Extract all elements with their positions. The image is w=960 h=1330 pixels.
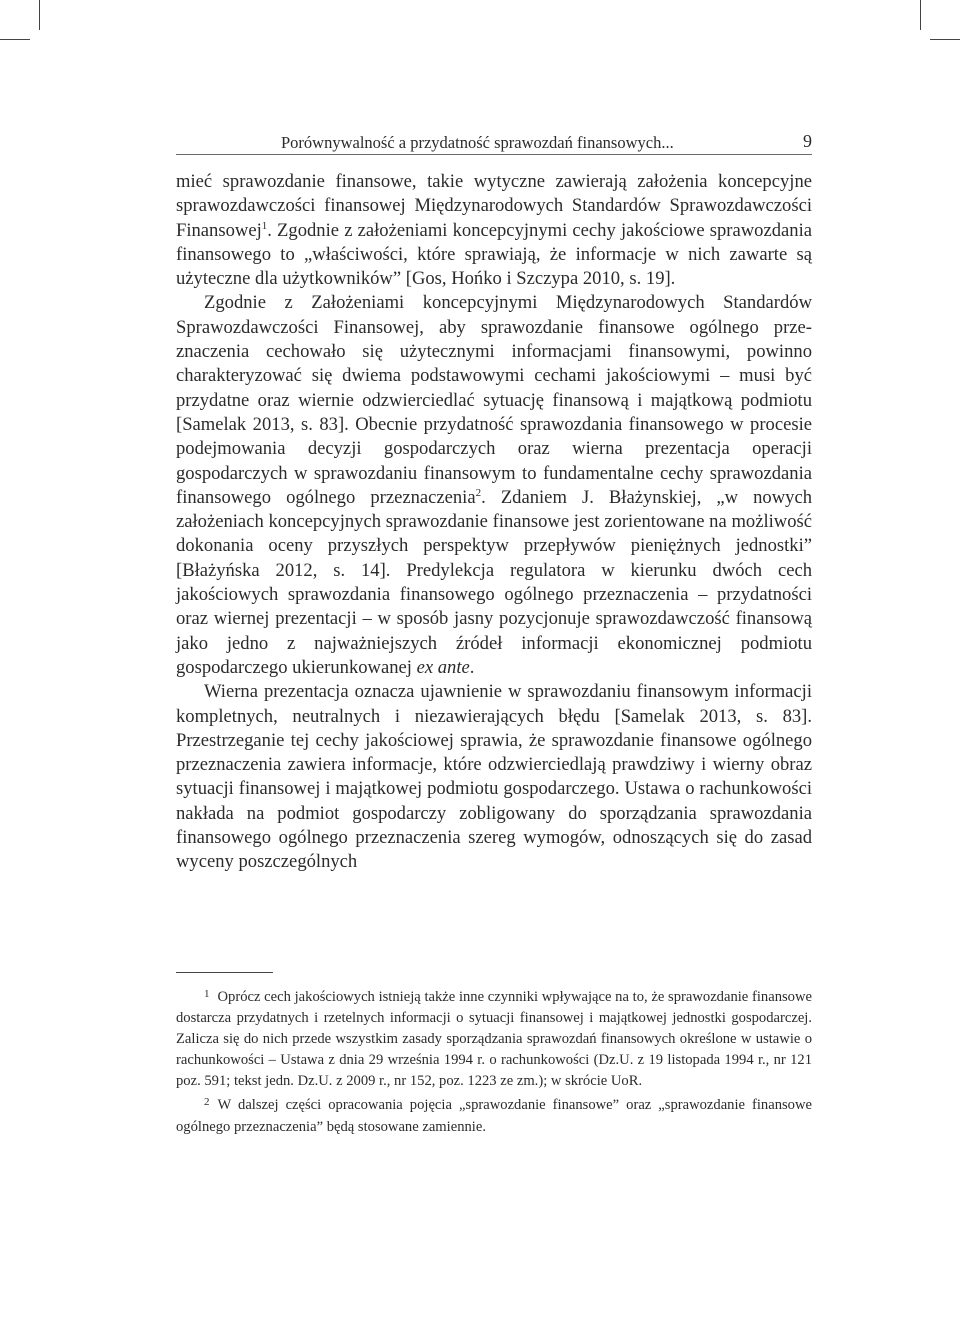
footnote <box>176 984 812 1092</box>
footnote-marker: 1 <box>204 988 210 1000</box>
crop-mark-top-right <box>920 0 921 30</box>
footnote-text: Oprócz cech jakościowych istnieją także inne czynniki wpływające na to, że sprawozdanie finansowe dostarcza przydatnych i rzetelnych informacji o sytuacji finansowej i majątkowej jednostki gospodarczej. Zalicza się do nich przede wszystkim zasady sporządzania sprawozdań finansowych określone w ustawie o rachunkowości – Ustawa z dnia 29 września 1994 r. o rachunkowości (Dz.U. z 19 listopada 1994 r., nr 121 poz. 591; tekst jedn. Dz.U. z 2009 r., nr 152, poz. 1223 ze zm.); w skrócie UoR. <box>176 989 812 1090</box>
footnote-marker: 2 <box>204 1096 210 1109</box>
running-title: Porównywalność a przydatność sprawozdań finansowych... <box>281 133 674 152</box>
paragraph <box>176 170 812 291</box>
running-header <box>176 130 812 156</box>
footnote-rule <box>176 972 273 973</box>
crop-mark-top-left <box>39 0 40 30</box>
header-rule <box>176 154 812 155</box>
footnote-reference: 1 <box>261 219 268 232</box>
footnote-text: W dalszej części opracowania pojęcia „sprawozdanie finansowe” oraz „sprawozdanie finansowe ogólnego przeznaczenia” będą stosowane zamiennie. <box>176 1097 812 1135</box>
crop-mark-left-top <box>0 39 30 40</box>
text-run: . <box>469 656 475 678</box>
text-run: mieć sprawozdanie finansowe, takie wytyczne zawierają założenia koncepcyjne sprawozdawczości finansowej Międzynarodowych Standardów Sprawozdawczości Finansowej <box>176 171 812 241</box>
text-run: Zgodnie z Założeniami koncepcyjnymi Międzynarodowych Standardów Sprawozdawczości Finansowej, aby sprawozdanie finansowe ogólnego przeznaczenia cechowało się użytecznymi informacjami finansowymi, powinno charakteryzować się dwiema podstawowymi cechami jakościowymi – musi być przydatne oraz wiernie odzwierciedlać sytuację finansową i majątkową podmiotu [Samelak 2013, s. 83]. Obecnie przydatność sprawozdania finansowego w procesie podejmowania decyzji gospodarczych oraz wierna prezentacja operacji gospodarczych w sprawozdaniu finansowym to fundamentalne cechy sprawozdania finansowego ogólnego przeznaczenia <box>176 292 812 508</box>
crop-mark-right-top <box>930 39 960 40</box>
text-run: . Zgodnie z założeniami koncepcyjnymi cechy jakościowe sprawozdania finansowego to „właściwości, które sprawiają, że informacje w nich zawarte są użyteczne dla użytkowników” [Gos, Hońko i Szczypa 2010, s. 19]. <box>176 219 812 290</box>
body-text <box>176 170 812 875</box>
text-run: . Zdaniem J. Błażynskiej, „w nowych założeniach koncepcyjnych sprawozdanie finansowe jest zorientowane na możliwość dokonania oceny przyszłych perspektyw przepływów pieniężnych jednostki” [Błażyńska 2012, s. 14]. Predylekcja regulatora w kierunku dwóch cech jakościowych sprawozdania finansowego ogólnego przeznaczenia – przydatności oraz wiernej prezentacji – w sposób jasny pozycjonuje sprawozdawczość finansową jako jedno z najważniejszych źródeł informacji ekonomicznej podmiotu gospodarczego ukierunkowanej <box>176 486 813 678</box>
page-number: 9 <box>803 131 812 151</box>
paragraph <box>176 680 812 874</box>
text-run: Wierna prezentacja oznacza ujawnienie w sprawozdaniu finansowym informacji kompletnych, neutralnych i niezawierających błędu [Samelak 2013, s. 83]. Przestrzeganie tej cechy jakościowej sprawia, że sprawozdanie finansowe ogólnego przeznaczenia zawiera informacje, które odzwierciedlają prawdziwy i wierny obraz sytuacji finansowej i majątkowej podmiotu gospodarczego. Ustawa o rachunkowości nakłada na podmiot gospodarczy zobligowany do sporządzania sprawozdania finansowego ogólnego przeznaczenia szereg wymogów, odnoszących się do zasad wyceny poszczególnych <box>176 681 812 873</box>
paragraph <box>176 291 812 680</box>
footnote-reference: 2 <box>475 486 482 499</box>
footnotes <box>176 984 812 1138</box>
italic-term: ex ante <box>416 656 470 678</box>
footnote <box>176 1092 812 1137</box>
